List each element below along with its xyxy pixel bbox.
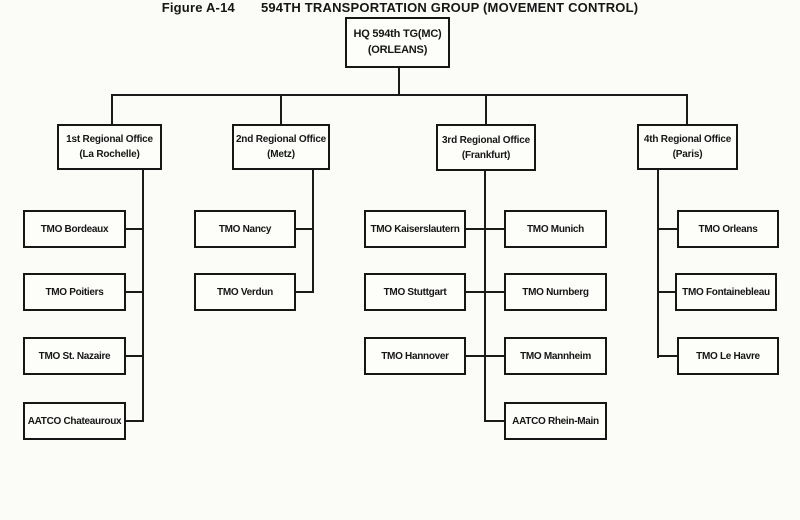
child-label: TMO Bordeaux: [40, 223, 109, 235]
connector-col4-stub: [658, 228, 678, 230]
child-label: TMO Munich: [527, 223, 584, 235]
connector-col3-stub: [466, 291, 506, 293]
child-label: TMO Hannover: [381, 350, 449, 362]
connector-col3-stub: [466, 228, 506, 230]
org-box-aatco-rhein-main: [504, 402, 607, 440]
child-label: TMO Nancy: [218, 223, 272, 235]
connector-col1-spine: [142, 168, 144, 422]
child-label: TMO Nurnberg: [522, 286, 589, 298]
org-box-region-4: [637, 124, 738, 170]
connector-col1-stub: [126, 291, 143, 293]
org-box-tmo-kaiserslautern: [364, 210, 466, 248]
org-box-region-1: [57, 124, 162, 170]
child-label: AATCO Rhein-Main: [512, 415, 599, 427]
org-box-tmo-nurnberg: [504, 273, 607, 311]
region-name: 2nd Regional Office: [235, 134, 327, 145]
org-box-tmo-st-nazaire: [23, 337, 126, 375]
org-box-tmo-bordeaux: [23, 210, 126, 248]
child-label: AATCO Chateauroux: [27, 415, 122, 427]
connector-col3-stub: [484, 420, 506, 422]
org-box-aatco-chateauroux: [23, 402, 126, 440]
connector-col4-stub: [658, 355, 678, 357]
org-box-tmo-mannheim: [504, 337, 607, 375]
child-label: TMO Verdun: [217, 286, 273, 298]
org-box-tmo-verdun: [194, 273, 296, 311]
connector-hq-drop: [398, 67, 400, 96]
connector-col2-stub: [296, 228, 313, 230]
org-box-tmo-le-havre: [677, 337, 779, 375]
connector-col1-stub: [126, 355, 143, 357]
child-label: TMO Mannheim: [520, 350, 591, 362]
figure-caption: [0, 0, 800, 15]
connector-col4-spine: [657, 168, 659, 358]
connector-region4-drop: [686, 94, 688, 124]
org-box-tmo-orleans: [677, 210, 779, 248]
child-label: TMO Orleans: [698, 223, 758, 235]
child-label: TMO Stuttgart: [383, 286, 447, 298]
child-label: TMO Poitiers: [45, 286, 104, 298]
connector-col1-stub: [126, 420, 143, 422]
figure-label: Figure A-14: [161, 0, 235, 15]
connector-region1-drop: [111, 94, 113, 124]
child-label: TMO St. Nazaire: [38, 350, 111, 362]
figure-title: 594TH TRANSPORTATION GROUP (MOVEMENT CONTROL): [260, 0, 639, 15]
region-name: 1st Regional Office: [66, 134, 153, 145]
org-box-tmo-stuttgart: [364, 273, 466, 311]
hq-location: (ORLEANS): [367, 43, 428, 56]
connector-col3-spine: [484, 169, 486, 422]
connector-region2-drop: [280, 94, 282, 124]
connector-region3-drop: [485, 94, 487, 124]
org-box-tmo-nancy: [194, 210, 296, 248]
connector-col2-spine: [312, 168, 314, 293]
child-label: TMO Fontainebleau: [682, 286, 770, 298]
connector-col2-stub: [296, 291, 313, 293]
org-box-region-2: [232, 124, 330, 170]
region-location: (La Rochelle): [79, 149, 140, 160]
region-name: 4th Regional Office: [643, 134, 732, 145]
org-box-tmo-poitiers: [23, 273, 126, 311]
child-label: TMO Kaiserslautern: [370, 223, 460, 235]
region-name: 3rd Regional Office: [442, 134, 530, 146]
region-location: (Frankfurt): [461, 149, 511, 161]
connector-col1-stub: [126, 228, 143, 230]
org-box-tmo-fontainebleau: [675, 273, 777, 311]
hq-name: HQ 594th TG(MC): [353, 27, 442, 40]
org-box-tmo-munich: [504, 210, 607, 248]
connector-col3-stub: [466, 355, 506, 357]
region-location: (Metz): [267, 149, 295, 160]
child-label: TMO Le Havre: [696, 350, 760, 362]
region-location: (Paris): [672, 149, 703, 160]
org-box-region-3: [436, 124, 536, 171]
connector-main-horizontal: [111, 94, 688, 96]
org-box-tmo-hannover: [364, 337, 466, 375]
org-box-hq: [345, 17, 450, 68]
